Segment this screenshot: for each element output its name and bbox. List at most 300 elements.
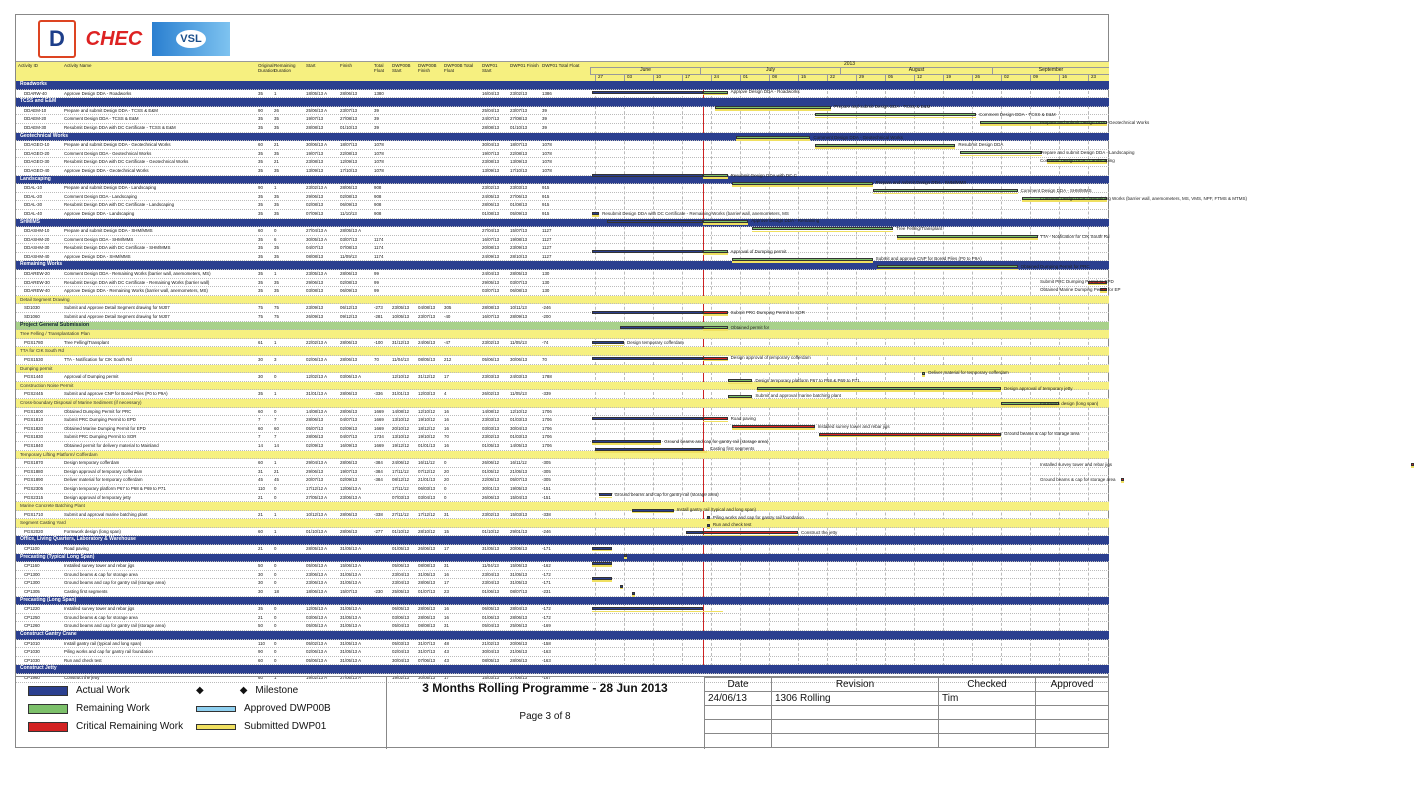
cell-rd: 35	[274, 167, 279, 173]
gantt-bar-label: Installed survey tower and rebar jigs	[817, 423, 890, 429]
cell-start: 29/04/13 A	[306, 460, 327, 466]
gantt-actual-bar[interactable]	[686, 531, 703, 534]
cell-tf: 1669	[374, 442, 384, 448]
cell-tf1: 212	[444, 357, 452, 362]
cell-od: 35	[258, 159, 263, 165]
cell-id: PGS2315	[24, 494, 44, 500]
title-box	[386, 677, 705, 749]
table-row[interactable]	[16, 304, 1109, 313]
cell-finish: 06/09/13	[340, 202, 358, 208]
cell-f2: 23/07/13	[510, 107, 528, 113]
gantt-dwp01-bar	[728, 398, 753, 400]
cell-s2: 01/05/13	[482, 442, 500, 448]
gantt-bar-label: Comment Design DDA - TCSS & E&M	[979, 111, 1056, 117]
cell-f1: 18/12/12	[418, 425, 436, 431]
cell-id: CP1300	[24, 571, 40, 577]
gantt-actual-bar[interactable]	[592, 311, 703, 314]
table-row[interactable]	[16, 442, 1109, 451]
timeline-week: 23	[1088, 74, 1111, 81]
gantt-dwp01-bar	[592, 550, 612, 552]
cell-f2: 10/11/13	[510, 305, 527, 311]
group-title: Temporary Lifting Platform/ Cofferdam	[20, 451, 98, 457]
gantt-bar-label: Design approval of temporary jetty	[1004, 385, 1073, 391]
rev-checked: Tim	[939, 692, 1036, 706]
cell-start: 22/02/13 A	[306, 339, 327, 345]
gantt-actual-bar[interactable]	[607, 220, 703, 223]
table-row[interactable]	[16, 579, 1109, 588]
cell-rd: 1	[274, 511, 277, 517]
cell-id: DDASHM-30	[24, 245, 50, 251]
group-header-row[interactable]	[16, 133, 1109, 142]
gantt-dwp01-bar	[703, 421, 728, 423]
cell-start: 28/05/13 A	[306, 546, 327, 552]
group-header-row[interactable]	[16, 554, 1109, 563]
timeline-week: 19	[943, 74, 966, 81]
group-header-row[interactable]	[16, 665, 1109, 674]
rev-cell	[1036, 734, 1109, 748]
cell-finish: 22/08/13	[340, 150, 358, 156]
cell-start: 05/05/13 A	[306, 623, 327, 629]
cell-id: PGS1880	[24, 468, 44, 474]
cell-od: 50	[258, 563, 263, 569]
cell-id: CP1300	[24, 580, 40, 586]
group-title: Construction Noise Permit	[20, 382, 74, 388]
cell-finish: 28/06/13	[340, 271, 358, 277]
group-header-row[interactable]	[16, 322, 1109, 331]
gantt-dwp01-bar	[703, 360, 728, 362]
cell-id: PGS1840	[24, 442, 44, 448]
cell-f2: 30/04/13	[510, 425, 528, 431]
cell-id: DDARW-40	[24, 90, 47, 96]
group-header-row[interactable]	[16, 451, 1109, 460]
group-header-row[interactable]	[16, 519, 1109, 528]
cell-tf2: -171	[542, 546, 551, 552]
timeline-weeks	[590, 74, 1109, 81]
cell-finish: 31/05/13 A	[340, 546, 361, 552]
cell-f2: 28/10/13	[510, 253, 528, 259]
legend-dwp00b	[196, 703, 331, 714]
cell-tf1: -40	[444, 314, 451, 320]
cell-s1: 20/10/12	[392, 425, 410, 431]
cell-s2: 03/03/13	[482, 425, 500, 431]
column-header-cell: DWP01 Total Float	[542, 63, 580, 68]
cell-od: 21	[258, 546, 263, 552]
cell-name: Prepare and submit Design DDA - Landscaping	[64, 185, 157, 191]
cell-id: PGS2020	[24, 528, 44, 534]
cell-tf: 1669	[374, 417, 384, 423]
cell-tf2: -338	[542, 511, 551, 517]
cell-s2: 01/08/13	[482, 210, 500, 216]
cell-name: Submit and approval marine batching plant	[64, 511, 148, 517]
cell-tf2: -172	[542, 606, 551, 612]
cell-id: CP1260	[24, 623, 40, 629]
cell-f2: 11/05/13	[510, 391, 527, 397]
column-header-cell: Original Duration	[258, 63, 276, 73]
table-row[interactable]	[16, 571, 1109, 580]
cell-id: CP1305	[24, 589, 40, 595]
group-header-row[interactable]	[16, 81, 1109, 90]
table-row[interactable]	[16, 201, 1109, 210]
table-row[interactable]	[16, 90, 1109, 99]
cell-od: 60	[258, 657, 263, 663]
timeline-week: 09	[1030, 74, 1053, 81]
gantt-dwp01-bar	[703, 535, 798, 537]
gantt-bar-label: Comment Design DDA - Remaining Works (barrier wall, anemometers, MS, VMS, NPF, FTMS & MTMS)	[1040, 195, 1247, 201]
cell-tf1: 16	[444, 417, 449, 423]
cell-id: PGS1890	[24, 477, 44, 483]
table-row[interactable]	[16, 279, 1114, 288]
cell-rd: 0	[274, 408, 277, 414]
gantt-actual-bar[interactable]	[592, 357, 703, 360]
legend-actual	[28, 685, 130, 696]
cell-f1: 07/12/12	[418, 468, 436, 474]
cell-id: PGS1800	[24, 408, 44, 414]
table-row[interactable]	[16, 286, 1121, 296]
cell-finish: 31/05/13 A	[340, 657, 361, 663]
cell-tf: 70	[374, 357, 379, 362]
cell-rd: 60	[274, 425, 279, 431]
cell-finish: 02/08/13	[340, 279, 358, 285]
cell-od: 30	[258, 580, 263, 586]
cell-f1: 31/07/13	[418, 649, 436, 655]
table-row[interactable]	[16, 339, 1109, 348]
cell-f1: 28/10/12	[418, 528, 436, 534]
gantt-dwp01-bar	[732, 428, 815, 430]
rev-cell	[939, 720, 1036, 734]
table-row[interactable]	[16, 622, 1109, 631]
rev-approved	[1036, 692, 1109, 706]
cell-tf2: -163	[542, 657, 551, 663]
column-header-cell: Start	[306, 63, 316, 68]
cell-rd: 1	[274, 391, 277, 397]
table-row[interactable]	[16, 545, 1109, 554]
group-header-row[interactable]	[16, 330, 1109, 339]
cell-s2: 24/05/13	[482, 193, 500, 199]
table-row[interactable]	[16, 588, 1109, 597]
cell-od: 45	[258, 477, 263, 483]
cell-tf2: -305	[542, 477, 551, 483]
timeline-week: 22	[827, 74, 850, 81]
cell-f2: 01/10/13	[510, 124, 528, 130]
cell-od: 30	[258, 589, 263, 595]
table-row[interactable]	[16, 459, 1113, 468]
gantt-dwp01-bar	[715, 109, 831, 111]
cell-f1: 12/03/13	[418, 391, 436, 397]
cell-s1: 05/03/13	[392, 640, 410, 646]
table-row[interactable]	[16, 270, 1109, 279]
cell-s1: 23/04/13	[392, 571, 410, 577]
rev-date: 24/06/13	[705, 692, 772, 706]
cell-tf2: 1127	[542, 236, 552, 242]
table-row[interactable]	[16, 356, 1109, 365]
table-row[interactable]	[16, 124, 1109, 133]
cell-finish: 03/07/13	[340, 236, 358, 242]
cell-finish: 11/09/13	[340, 253, 357, 259]
cell-start: 19/07/13	[306, 116, 324, 122]
cell-id: CP1030	[24, 649, 40, 655]
cell-tf: 39	[374, 124, 379, 130]
cell-start: 17/12/12 A	[306, 485, 327, 491]
cell-f2: 15/07/13	[510, 228, 528, 234]
cell-rd: 0	[274, 657, 277, 663]
legend-critical	[28, 721, 183, 732]
cell-finish: 28/06/13	[340, 339, 358, 345]
gantt-bar-label: Resubmit Design DDA with DC C	[730, 172, 797, 178]
cell-s1: 02/04/13	[392, 649, 410, 655]
cell-rd: 35	[274, 193, 279, 199]
group-header-row[interactable]	[16, 597, 1109, 606]
cell-start: 02/06/13 A	[306, 649, 327, 655]
gantt-bar-label: Comment Design DDA - Landscaping	[1040, 157, 1115, 163]
cell-s1: 24/06/12	[392, 460, 410, 466]
cell-tf1: 305	[444, 305, 452, 311]
gantt-bar-label: Approve Design DDA - Remaining	[751, 218, 820, 224]
table-row[interactable]	[16, 468, 1109, 477]
table-row[interactable]	[16, 614, 1109, 623]
cell-tf2: -339	[542, 391, 551, 397]
cell-rd: 0	[274, 649, 277, 655]
cell-name: Run and check test	[64, 657, 102, 663]
cell-start: 10/12/13 A	[306, 511, 327, 517]
cell-f1: 26/06/13	[418, 546, 436, 552]
rev-cell	[705, 734, 772, 748]
gantt-actual-bar[interactable]	[592, 250, 703, 253]
group-header-row[interactable]	[16, 399, 1109, 408]
cell-f1: 17/12/12	[418, 511, 436, 517]
table-row[interactable]	[16, 408, 1109, 417]
gantt-bar-label: Installed survey tower and rebar jigs	[1040, 461, 1113, 467]
gantt-dwp01-bar	[922, 375, 925, 377]
cell-f2: 23/03/13	[510, 185, 528, 191]
cell-tf2: 1386	[542, 90, 552, 96]
cell-name: Submit and approve CNP for Bored Piles (P0 to P9A)	[64, 391, 168, 397]
cell-od: 35	[258, 288, 263, 294]
table-row[interactable]	[16, 313, 1109, 322]
rev-cell	[705, 706, 772, 720]
group-header-row[interactable]	[16, 502, 1109, 511]
cell-finish: 12/06/13 A	[340, 485, 361, 491]
cell-s2: 05/04/13	[482, 623, 500, 629]
gantt-bar-label: Deliver material for temporary cofferdam	[928, 370, 1009, 376]
cell-rd: 0	[274, 485, 277, 491]
group-title: Segment Casting Yard	[20, 520, 66, 526]
cell-finish: 15/07/13	[340, 589, 358, 595]
gantt-dwp01-bar	[877, 269, 1018, 271]
cell-tf2: 39	[542, 116, 547, 122]
cell-od: 21	[258, 614, 263, 620]
cell-id: DDAEM-20	[24, 116, 47, 122]
cell-name: Prepare and submit Design DDA - TCSS & E&M	[64, 107, 158, 113]
cell-name: Approve Design DDA - SHM/MMS	[64, 253, 131, 259]
cell-finish: 27/08/13	[340, 116, 358, 122]
gantt-bar-label: Construct the jetty	[801, 529, 838, 535]
cell-f2: 19/08/13	[510, 236, 528, 242]
table-row[interactable]	[16, 562, 1109, 571]
cell-tf2: 1127	[542, 228, 552, 234]
cell-s1: 10/05/13	[392, 314, 410, 320]
cell-s2: 31/05/13	[482, 546, 500, 552]
gantt-dwp01-bar	[592, 565, 612, 567]
table-row[interactable]	[16, 485, 1109, 494]
group-header-row[interactable]	[16, 347, 1109, 356]
cell-start: 01/10/13 A	[306, 528, 327, 534]
cell-rd: 35	[274, 124, 279, 130]
rev-revision: 1306 Rolling	[772, 692, 939, 706]
cell-tf1: 31	[444, 511, 449, 517]
gantt-dwp01-bar	[599, 497, 611, 499]
cell-s1: 01/10/12	[392, 528, 410, 534]
cell-tf2: 1078	[542, 150, 552, 156]
cell-rd: 0	[274, 614, 277, 620]
cell-f1: 24/06/13	[418, 339, 436, 345]
cell-f2: 21/06/13	[510, 649, 528, 655]
table-row[interactable]	[16, 210, 1109, 219]
table-row[interactable]	[16, 640, 1109, 649]
timeline-month: July	[700, 67, 840, 74]
milestone-icon: ◆	[239, 685, 248, 696]
cell-start: 23/05/13 A	[306, 271, 327, 277]
timeline-week: 10	[653, 74, 676, 81]
gantt-bar-label: Ground beams and cap for gantry rail (storage area)	[664, 438, 769, 444]
cell-od: 30	[258, 374, 263, 380]
cell-start: 25/06/13 A	[306, 107, 327, 113]
table-row[interactable]	[16, 476, 1116, 485]
cell-tf1: 16	[444, 571, 449, 577]
table-row[interactable]	[16, 511, 1109, 520]
gantt-dwp01-bar	[897, 238, 1038, 240]
cell-start: 28/06/13	[306, 434, 324, 440]
cell-id: PGS1440	[24, 374, 44, 380]
cell-f2: 20/06/13	[510, 640, 528, 646]
gantt-dwp01-bar	[703, 223, 748, 225]
timeline-week: 02	[1001, 74, 1024, 81]
cell-od: 7	[258, 417, 261, 423]
timeline-week: 03	[624, 74, 647, 81]
group-header-row[interactable]	[16, 631, 1109, 640]
cell-start: 30/06/13 A	[306, 142, 327, 148]
gantt-dwp01-bar	[592, 580, 612, 582]
gantt-dwp01-bar	[752, 231, 893, 233]
group-header-row[interactable]	[16, 219, 1109, 228]
cell-start: 05/02/13 A	[306, 640, 327, 646]
cell-tf2: -158	[542, 640, 551, 646]
cell-start: 19/02/13 A	[306, 674, 327, 680]
table-row[interactable]	[16, 416, 1109, 425]
table-row[interactable]	[16, 605, 1109, 614]
cell-f1: 28/06/13	[418, 614, 436, 620]
cell-id: CP1220	[24, 606, 40, 612]
cell-f2: 08/07/13	[510, 589, 528, 595]
cell-s2: 13/09/13	[482, 167, 500, 173]
cell-s2: 14/08/12	[482, 408, 500, 414]
table-row[interactable]	[16, 648, 1109, 657]
gantt-actual-bar[interactable]	[592, 91, 703, 94]
logo-strip	[38, 20, 230, 58]
cell-tf2: -163	[542, 649, 551, 655]
cell-f2: 15/03/13	[510, 511, 528, 517]
cell-tf: -338	[374, 511, 383, 517]
cell-f2: 29/01/13	[510, 528, 528, 534]
cell-f2: 27/06/13	[510, 674, 528, 680]
gantt-bar-label: TTA - Notification for CIK South Rd	[1040, 233, 1110, 239]
cell-tf2: -151	[542, 485, 551, 491]
group-header-row[interactable]	[16, 536, 1109, 545]
cell-name: Resubmit Design DDA with DC Certificate - Geotechnical Works	[64, 159, 189, 165]
vsl-logo-text: VSL	[176, 30, 205, 48]
gantt-dwp01-bar	[632, 595, 635, 597]
cell-start: 23/06/13 A	[306, 571, 327, 577]
table-row[interactable]	[16, 491, 1109, 503]
gantt-bar-label: Road paving	[730, 415, 756, 421]
cell-s2: 15/03/13	[482, 674, 500, 680]
cell-f2: 18/07/13	[510, 142, 528, 148]
gantt-dwp01-bar	[736, 139, 811, 141]
cell-name: Comment Design DDA - Geotechnical Works	[64, 150, 152, 156]
cell-od: 31	[258, 468, 263, 474]
cell-s1: 13/10/12	[392, 417, 410, 423]
group-title: Precasting (Long Span)	[20, 596, 77, 603]
cell-id: DDAGEO-20	[24, 150, 50, 156]
column-header-cell: Total Float	[374, 63, 385, 73]
cell-id: PGS2305	[24, 485, 44, 491]
cell-finish: 28/06/13	[340, 528, 358, 534]
column-header-cell: DWP00B Total Float	[444, 63, 474, 73]
cell-tf: 908	[374, 210, 382, 216]
cell-rd: 35	[274, 245, 279, 251]
table-row[interactable]	[16, 149, 1135, 159]
cell-s1: 27/11/12	[392, 511, 409, 517]
cell-s2: 06/05/13	[482, 606, 500, 612]
cell-start: 23/06/13 A	[306, 580, 327, 586]
table-row[interactable]	[16, 657, 1109, 666]
cell-tf2: -200	[542, 314, 551, 320]
cell-f2: 24/03/13	[510, 374, 528, 380]
gantt-actual-bar[interactable]	[592, 417, 703, 420]
cell-f2: 14/05/13	[510, 442, 528, 448]
cell-f1: 01/07/13	[418, 589, 436, 595]
group-title: Geotechnical Works	[20, 132, 68, 139]
cell-s2: 19/07/13	[482, 150, 500, 156]
legend-dwp00b-swatch	[196, 706, 236, 712]
cell-tf1: 16	[444, 614, 449, 620]
cell-s1: 06/05/13	[392, 606, 410, 612]
group-title: Cross-boundary Disposal of Marine Sediment (if necessary)	[20, 399, 142, 405]
table-row[interactable]	[16, 244, 1109, 253]
table-row[interactable]	[16, 167, 1109, 176]
gantt-actual-bar[interactable]	[620, 326, 703, 329]
cell-rd: 75	[274, 305, 279, 311]
cell-finish: 04/07/13	[340, 434, 358, 440]
gantt-bar-label: Submit PRC Dumping Permit to SOR	[730, 309, 805, 315]
cell-tf2: 1706	[542, 434, 552, 440]
cell-tf: 1174	[374, 253, 384, 259]
cell-tf1: 4	[444, 391, 447, 397]
gantt-actual-bar[interactable]	[592, 174, 703, 177]
table-row[interactable]	[16, 528, 1109, 537]
cell-name: Prepare and submit Design DDA - SHM/MMS	[64, 228, 153, 234]
cell-f2: 28/06/13	[510, 657, 528, 663]
cell-tf1: 17	[444, 674, 449, 680]
cell-rd: 0	[274, 623, 277, 629]
cell-finish: 11/10/13	[340, 210, 357, 216]
cell-id: DDAEM-10	[24, 107, 47, 113]
group-header-row[interactable]	[16, 296, 1109, 305]
cell-s2: 16/07/13	[482, 236, 500, 242]
cell-start: 20/07/13	[306, 477, 324, 483]
table-row[interactable]	[16, 157, 1115, 167]
cell-od: 35	[258, 116, 263, 122]
gantt-bar-label: Ground beams and cap for gantry rail (storage area)	[614, 491, 719, 497]
